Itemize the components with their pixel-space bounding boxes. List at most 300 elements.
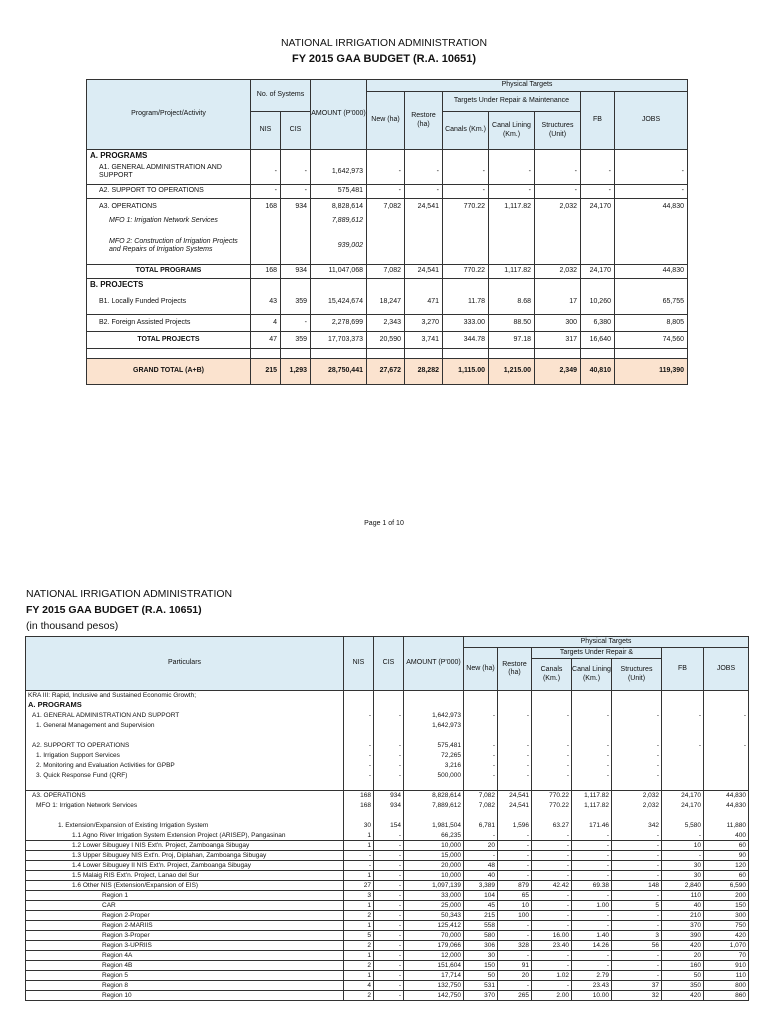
row-value: 91 [498,961,532,971]
row-value: - [498,931,532,941]
table-row [26,821,749,831]
row-value: 66,235 [404,831,464,841]
row-label [26,731,344,741]
row-value: - [374,951,404,961]
row-value: 63.27 [532,821,572,831]
row-label: Region 2-MARIIS [26,921,344,931]
row-label: 1.5 Malaig RIS Ext'n. Project, Lanao del Sur [26,871,344,881]
row-value: 934 [374,801,404,811]
row-value: 70,000 [404,931,464,941]
row-value: - [532,841,572,851]
budget-title: FY 2015 GAA BUDGET (R.A. 10651) [291,53,476,65]
row-value: 60 [704,841,749,851]
row-value [532,721,572,731]
row-value: 420 [704,931,749,941]
row-value: - [572,771,612,781]
row-value: 24,541 [498,801,532,811]
row-value: - [374,711,404,721]
row-value: - [374,991,404,1001]
row-value [612,721,662,731]
row-value: 910 [704,961,749,971]
table-row [26,861,749,871]
row-label: 1.1 Agno River Irrigation System Extension Project (ARISEP), Pangasinan [26,831,344,841]
row-value [498,721,532,731]
row-value: - [572,761,612,771]
row-value [532,731,572,741]
row-value [662,721,704,731]
row-value: - [374,851,404,861]
header-under-repair: Targets Under Repair & Maintenance [443,92,581,112]
row-value: - [572,851,612,861]
row-value: 200 [704,891,749,901]
row-value: - [532,851,572,861]
table-row [26,901,749,911]
row-value: - [662,711,704,721]
row-b2: B2. Foreign Assisted Projects 4 - 2,278,699 2,343 3,270 333.00 88.50 300 6,380 8,805 [87,315,688,332]
row-value: 110 [704,971,749,981]
table-row [26,931,749,941]
row-value: 580 [464,931,498,941]
row-label: TOTAL PROJECTS [87,332,251,349]
header-physical-targets: Physical Targets [367,80,688,92]
row-value: - [498,981,532,991]
row-value: 30 [662,871,704,881]
table-row [26,751,749,761]
row-value [704,721,749,731]
row-value: 3,216 [404,761,464,771]
table-row [26,951,749,961]
row-value: - [532,961,572,971]
row-value: 1 [344,921,374,931]
row-value: 1 [344,971,374,981]
row-value: 50 [662,971,704,981]
table-row [26,731,749,741]
row-a1: A1. GENERAL ADMINISTRATION AND SUPPORT - - 1,642,973 - - - - - - - [87,161,688,185]
summary-budget-table [86,79,688,385]
row-value: 750 [704,921,749,931]
row-value: 10,000 [404,871,464,881]
row-value: 2 [344,961,374,971]
row-value: - [572,891,612,901]
row-value: - [572,871,612,881]
row-value: 531 [464,981,498,991]
row-value: 24,541 [498,791,532,801]
table-row [26,971,749,981]
row-value: 56 [612,941,662,951]
row-value: 1,097,139 [404,881,464,891]
row-value [662,751,704,761]
row-value: - [572,961,612,971]
row-value: - [464,851,498,861]
header-amount: AMOUNT (P'000) [311,80,367,150]
row-value: - [498,951,532,961]
row-value: 70 [704,951,749,961]
row-value: 10.00 [572,991,612,1001]
row-value: 3 [344,891,374,901]
row-label: Region 4B [26,961,344,971]
row-value: 2.00 [532,991,572,1001]
row-value: 69.38 [572,881,612,891]
row-value: - [532,751,572,761]
row-value: - [464,771,498,781]
row-label [26,781,344,791]
row-value: - [612,971,662,981]
row-value: - [532,951,572,961]
row-value [464,701,498,711]
row-value: 6,781 [464,821,498,831]
row-mfo2: MFO 2: Construction of Irrigation Projects and Repairs of Irrigation Systems 939,002 [87,229,688,265]
row-value: - [612,921,662,931]
header-no-of-systems: No. of Systems [251,80,311,112]
row-value: - [612,751,662,761]
row-value: 44,830 [704,801,749,811]
row-value: 3,389 [464,881,498,891]
row-value: 65 [498,891,532,901]
row-label: KRA III: Rapid, Inclusive and Sustained Economic Growth; [26,691,344,701]
row-value [662,691,704,701]
row-value: 7,889,612 [404,801,464,811]
row-a2: A2. SUPPORT TO OPERATIONS - - 575,481 - - - - - - - [87,185,688,199]
row-label: Region 4A [26,951,344,961]
header-canals: Canals (Km.) [443,112,489,150]
row-value: 50 [464,971,498,981]
row-value: 5 [612,901,662,911]
row-value: 770.22 [532,791,572,801]
row-value: 210 [662,911,704,921]
table-row [26,801,749,811]
row-value: - [612,761,662,771]
row-value [464,811,498,821]
row-value [704,811,749,821]
row-label: 1. General Management and Supervision [26,721,344,731]
row-value: - [498,851,532,861]
row-value: 120 [704,861,749,871]
row-value: - [374,881,404,891]
row-label: MFO 2: Construction of Irrigation Projects and Repairs of Irrigation Systems [87,229,251,265]
row-value: - [612,871,662,881]
row-value: - [498,831,532,841]
row-label: 1. Irrigation Support Services [26,751,344,761]
row-label: A2. SUPPORT TO OPERATIONS [26,741,344,751]
header-jobs: JOBS [615,92,688,150]
row-label: Region 5 [26,971,344,981]
row-value: - [498,761,532,771]
row-value: 27 [344,881,374,891]
row-value: 2.79 [572,971,612,981]
row-mfo1: MFO 1: Irrigation Network Services 7,889,612 [87,215,688,229]
table-row [26,911,749,921]
row-value: - [662,831,704,841]
row-value [612,781,662,791]
row-value: - [612,771,662,781]
header-physical-targets: Physical Targets [464,637,749,648]
row-value: - [374,831,404,841]
row-value: 1 [344,901,374,911]
table-row [26,921,749,931]
row-value [498,701,532,711]
row-value: - [612,841,662,851]
row-value: - [532,871,572,881]
table-row [26,761,749,771]
row-value: 500,000 [404,771,464,781]
row-value: - [532,901,572,911]
row-value [344,701,374,711]
row-value: 328 [498,941,532,951]
row-value [704,771,749,781]
row-value: - [374,761,404,771]
row-value [464,691,498,701]
row-grand-total: GRAND TOTAL (A+B) 215 1,293 28,750,441 27,672 28,282 1,115.00 1,215.00 2,349 40,810 119,390 [87,359,688,385]
row-value: - [374,981,404,991]
row-value: 20,000 [404,861,464,871]
row-value: 150 [464,961,498,971]
row-value: - [498,921,532,931]
row-value: - [532,761,572,771]
row-value: 420 [662,991,704,1001]
row-value [572,721,612,731]
row-value: 1,596 [498,821,532,831]
row-total-programs: TOTAL PROGRAMS 168 934 11,047,068 7,082 24,541 770.22 1,117.82 2,032 24,170 44,830 [87,265,688,279]
table-row [26,701,749,711]
row-value [532,811,572,821]
row-value: - [344,751,374,761]
table-row [26,841,749,851]
row-value: - [498,751,532,761]
row-value: - [572,831,612,841]
row-value: 2,840 [662,881,704,891]
row-value: 879 [498,881,532,891]
row-value: 1,070 [704,941,749,951]
table-row [26,981,749,991]
row-value: - [572,951,612,961]
row-value [344,721,374,731]
row-value [662,761,704,771]
header-particulars: Particulars [26,637,344,691]
row-value: 20 [464,841,498,851]
row-value: - [498,841,532,851]
row-value: 1.02 [532,971,572,981]
row-label: 2. Monitoring and Evaluation Activities for GPBP [26,761,344,771]
row-value [572,781,612,791]
row-value: - [704,711,749,721]
row-value: - [464,741,498,751]
row-value: 1,642,973 [404,721,464,731]
row-value: 3 [612,931,662,941]
row-value: - [572,751,612,761]
row-value [374,691,404,701]
row-value: 33,000 [404,891,464,901]
row-value: 2,032 [612,801,662,811]
row-value: - [532,711,572,721]
row-value: 2 [344,911,374,921]
row-value: 16.00 [532,931,572,941]
row-value: 860 [704,991,749,1001]
row-value [404,731,464,741]
row-value [704,761,749,771]
row-value: 10 [498,901,532,911]
header-cis: CIS [374,637,404,691]
row-value: 4 [344,981,374,991]
agency-title: NATIONAL IRRIGATION ADMINISTRATION [280,37,488,49]
row-value: 6,590 [704,881,749,891]
table-row [26,991,749,1001]
row-label [26,811,344,821]
row-value: 370 [464,991,498,1001]
header-amount: AMOUNT (P'000) [404,637,464,691]
table-row [26,961,749,971]
table-row [26,721,749,731]
detail-budget-table [25,636,749,1001]
row-value [464,721,498,731]
row-value: - [344,771,374,781]
table-row [26,691,749,701]
row-value: 171.46 [572,821,612,831]
row-label: MFO 1: Irrigation Network Services [87,215,251,229]
row-value [612,701,662,711]
row-value: - [532,741,572,751]
row-label: A3. OPERATIONS [26,791,344,801]
row-value: 32 [612,991,662,1001]
row-value: - [498,861,532,871]
row-value: 24,170 [662,791,704,801]
row-label: A. PROGRAMS [26,701,344,711]
row-value [464,731,498,741]
row-value [404,701,464,711]
row-value [704,781,749,791]
row-value [572,811,612,821]
row-value [498,781,532,791]
table-row [26,891,749,901]
row-value [498,811,532,821]
row-value: 160 [662,961,704,971]
header-jobs: JOBS [704,648,749,691]
table-row [26,781,749,791]
header-restore: Restore (ha) [498,648,532,691]
row-value: - [612,861,662,871]
row-value [612,731,662,741]
row-value: 1.40 [572,931,612,941]
row-value: - [374,751,404,761]
table-row [26,811,749,821]
row-value: - [374,771,404,781]
table-row [26,771,749,781]
row-value: 90 [704,851,749,861]
row-label: Region 10 [26,991,344,1001]
row-value [344,811,374,821]
row-value: 125,412 [404,921,464,931]
row-value: - [612,951,662,961]
row-label: TOTAL PROGRAMS [87,265,251,279]
row-value: - [498,771,532,781]
row-value [662,811,704,821]
row-value: 23.43 [572,981,612,991]
row-value: - [662,851,704,861]
section-projects: B. PROJECTS [87,279,251,291]
table-row [26,791,749,801]
row-value: - [572,841,612,851]
row-label: 1.4 Lower Sibuguey II NIS Ext'n. Project, Zamboanga Sibugay [26,861,344,871]
row-value: 104 [464,891,498,901]
row-value: 1.00 [572,901,612,911]
table-row [26,941,749,951]
row-value [572,691,612,701]
row-a3: A3. OPERATIONS 168 934 8,828,614 7,082 24,541 770.22 1,117.82 2,032 24,170 44,830 [87,199,688,215]
row-value [704,751,749,761]
row-value [464,781,498,791]
row-value: 400 [704,831,749,841]
agency-title: NATIONAL IRRIGATION ADMINISTRATION [26,588,233,600]
row-value: 342 [612,821,662,831]
table-row [26,881,749,891]
header-structures: Structures (Unit) [612,659,662,691]
row-value [498,691,532,701]
row-value [374,721,404,731]
row-label: GRAND TOTAL (A+B) [87,359,251,385]
row-value: 15,000 [404,851,464,861]
row-label: B1. Locally Funded Projects [87,291,251,315]
row-value: 50,343 [404,911,464,921]
row-value [612,811,662,821]
row-total-projects: TOTAL PROJECTS 47 359 17,703,373 20,590 3,741 344.78 97.18 317 16,640 74,560 [87,332,688,349]
row-label: CAR [26,901,344,911]
row-value [374,731,404,741]
row-value: - [532,911,572,921]
row-value: 370 [662,921,704,931]
row-value: - [572,711,612,721]
row-value: 2 [344,941,374,951]
row-value: 23.40 [532,941,572,951]
table-row [26,871,749,881]
row-label: B2. Foreign Assisted Projects [87,315,251,332]
header-canal-lining: Canal Lining (Km.) [572,659,612,691]
row-value: 42.42 [532,881,572,891]
row-value [662,781,704,791]
row-value: 24,170 [662,801,704,811]
row-value: - [374,741,404,751]
header-cis: CIS [281,112,311,150]
row-value [344,731,374,741]
header-new: New (ha) [367,92,405,150]
row-value: - [612,851,662,861]
row-value: - [374,871,404,881]
row-value: 132,750 [404,981,464,991]
row-value: 30 [662,861,704,871]
row-value: - [572,861,612,871]
row-label: A1. GENERAL ADMINISTRATION AND SUPPORT [87,161,251,185]
row-value: 934 [374,791,404,801]
row-value: 72,265 [404,751,464,761]
row-value: 10,000 [404,841,464,851]
row-value: - [374,931,404,941]
row-value: - [464,711,498,721]
row-value: - [344,711,374,721]
row-label: 1.3 Upper Sibuguey NIS Ext'n. Proj, Diplahan, Zamboanga Sibugay [26,851,344,861]
row-value [704,701,749,711]
row-value: - [662,741,704,751]
row-value: 179,066 [404,941,464,951]
row-label: Region 3-UPRIIS [26,941,344,951]
row-value: - [612,961,662,971]
header-structures: Structures (Unit) [535,112,581,150]
row-value: - [498,741,532,751]
row-value: 7,082 [464,791,498,801]
row-label: Region 2-Proper [26,911,344,921]
header-fb: FB [581,92,615,150]
row-value: - [532,771,572,781]
row-value [404,691,464,701]
row-value: 770.22 [532,801,572,811]
row-value: 30 [464,951,498,961]
